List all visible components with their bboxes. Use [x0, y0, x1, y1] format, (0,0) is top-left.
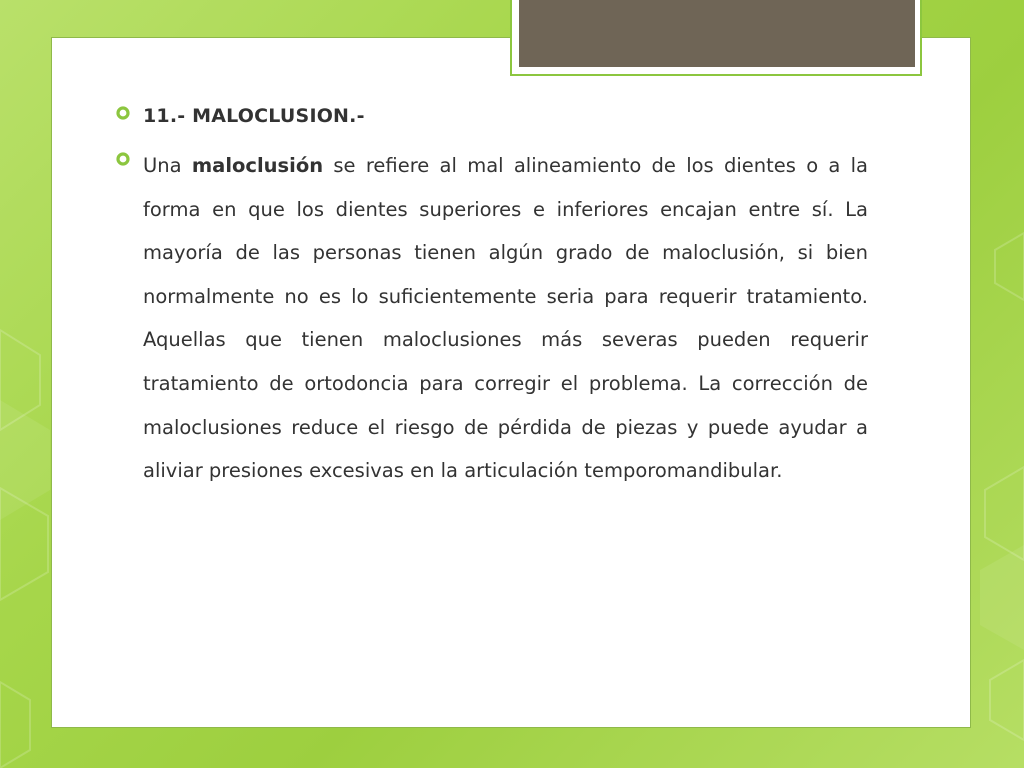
slide-heading: 11.- MALOCLUSION.- — [143, 105, 365, 127]
paragraph-bold-term: maloclusión — [191, 154, 324, 177]
paragraph-body: se refiere al mal alineamiento de los dientes o a la forma en que los dientes superiores e inferiores encajan entre sí. La mayoría de las personas tienen algún grado de maloclusión, si bien normalmente no es lo suficientemente seria para requerir tratamiento. Aquellas que tienen maloclusiones más severas pueden requerir tratamiento de ortodoncia para corregir el problema. La corrección de maloclusiones reduce el riesgo de pérdida de piezas y puede ayudar a aliviar presiones excesivas en la articulación temporomandibular. — [143, 154, 868, 483]
ring-bullet-icon — [116, 106, 130, 120]
ring-bullet-icon — [116, 152, 130, 166]
bullet-paragraph — [116, 144, 868, 493]
bullet-heading — [116, 100, 868, 132]
slide-content — [116, 100, 868, 493]
title-tab — [519, 0, 915, 67]
paragraph-prefix: Una — [143, 154, 192, 177]
